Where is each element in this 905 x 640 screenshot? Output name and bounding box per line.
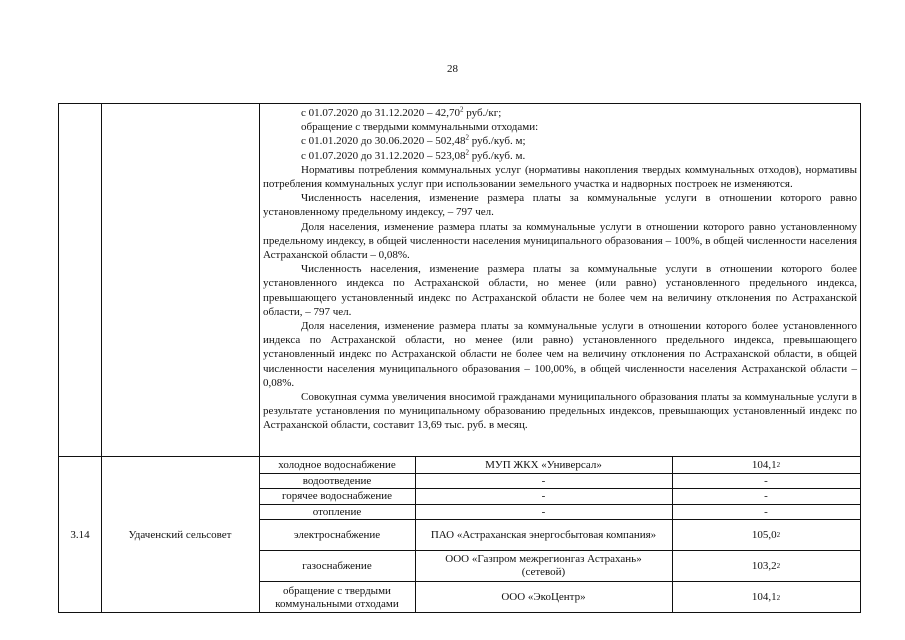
row-number: 3.14 — [70, 528, 90, 541]
provider-name: - — [541, 505, 546, 518]
service-name: отопление — [312, 505, 362, 518]
service-name: водоотведение — [302, 474, 372, 487]
index-value: 104,1 2 — [751, 591, 781, 603]
provider-name: ПАО «Астраханская энергосбытовая компания» — [430, 528, 657, 541]
paragraph: Численность населения, изменение размера платы за коммунальные услуги в отношении которого равно установленному предельному индексу, – 797 чел. — [263, 192, 857, 219]
provider-name: - — [541, 490, 546, 502]
service-name: газоснабжение — [302, 559, 372, 572]
provider-name: МУП ЖКХ «Универсал» — [485, 458, 602, 471]
index-value: 105,0 2 — [751, 528, 781, 541]
tariff-line: с 01.01.2020 до 30.06.2020 – 502,48$^2$ руб./куб. м; — [301, 133, 526, 148]
paragraph: Доля населения, изменение размера платы за коммунальные услуги в отношении которого равно установленному предельному индексу, в общей численности населения муниципального образования – 100%, в общей численности населения Астраханской области – 0,08%. — [263, 220, 857, 262]
page-number: 28 — [447, 63, 458, 75]
index-value: - — [764, 505, 768, 518]
paragraph: Доля населения, изменение размера платы за коммунальные услуги в отношении которого более установленного индекса по Астраханской области, но менее (или равно) установленного предельного индекса, превышающего установленный индекс по Астраханской области не более чем на величину отклонения по Астраханской области, в общей численности населения муниципального образования – 100,00%, в общей численности населения Астраханской области – 0,08%. — [263, 320, 857, 389]
provider-name: ООО «Газпром межрегионгаз Астрахань» (сетевой) — [445, 553, 642, 578]
municipality-name: Удаченский сельсовет — [128, 528, 232, 541]
service-name: обращение с твердыми коммунальными отходами — [275, 584, 399, 610]
document-table — [58, 103, 861, 613]
paragraph: Нормативы потребления коммунальных услуг (нормативы накопления твердых коммунальных отходов), нормативы потребления коммунальных услуг при использовании земельного участка и надворных построек не изменяются. — [263, 163, 857, 191]
service-name: электроснабжение — [293, 528, 381, 541]
paragraph: Совокупная сумма увеличения вносимой гражданами муниципального образования платы за коммунальные услуги в результате установления по муниципальному образованию предельных индексов, превышающих установленный индекс по Астраханской области, составит 13,69 тыс. руб. в месяц. — [263, 391, 857, 432]
service-name: горячее водоснабжение — [282, 490, 392, 502]
tariff-line: с 01.07.2020 до 31.12.2020 – 42,70$^2$ руб./кг; — [301, 105, 502, 119]
index-value: - — [764, 490, 768, 502]
continuation-text — [259, 104, 861, 433]
index-value: 103,2 2 — [751, 559, 781, 572]
provider-name: - — [541, 474, 546, 487]
provider-name: ООО «ЭкоЦентр» — [501, 591, 586, 603]
service-name: холодное водоснабжение — [278, 458, 396, 471]
paragraph: Численность населения, изменение размера платы за коммунальные услуги в отношении которого более установленного индекса по Астраханской области, но менее (или равно) установленного предельного индекса, превышающего установленный индекс по Астраханской области не более чем на величину отклонения по Астраханской области, – 797 чел. — [263, 263, 857, 318]
tariff-line: с 01.07.2020 до 31.12.2020 – 523,08$^2$ руб./куб. м. — [301, 147, 526, 162]
tariff-line: обращение с твердыми коммунальными отходами: — [301, 121, 539, 134]
index-value: - — [764, 474, 768, 487]
index-value: 104,1 2 — [751, 458, 781, 471]
